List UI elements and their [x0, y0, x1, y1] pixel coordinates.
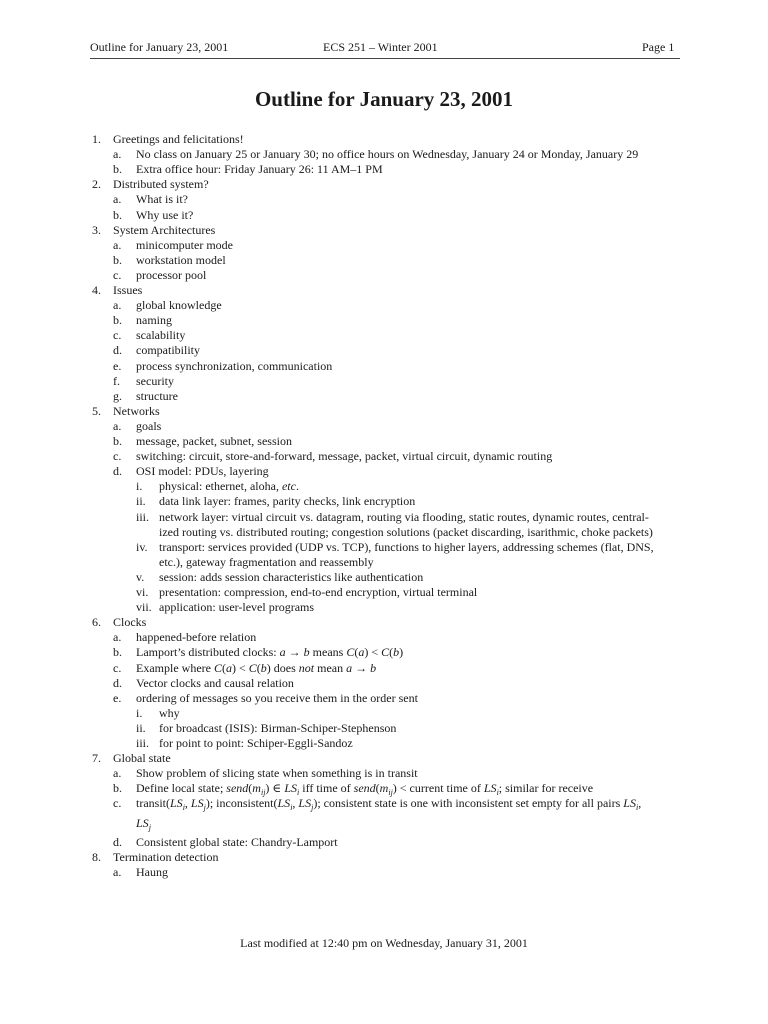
- outline-item-text: Networks: [113, 403, 160, 418]
- outline-item-number: iii.: [136, 509, 150, 524]
- page-number: Page 1: [642, 40, 675, 54]
- outline-item-text: workstation model: [136, 252, 226, 267]
- outline-item-number: a.: [113, 630, 122, 645]
- outline-item-number: i.: [136, 479, 143, 494]
- outline-item-number: b.: [113, 645, 122, 660]
- outline-item-text: data link layer: frames, parity checks, link encryption: [159, 494, 416, 509]
- outline-item-number: 1.: [92, 132, 101, 146]
- outline-item-text: Vector clocks and causal relation: [136, 675, 294, 690]
- outline-item-text: Define local state; $send(m_{ij})$ ∈ $LS_i$ iff time of $send(m_{ij})$ < current time of $LS_i$; similar for receive: [136, 781, 594, 798]
- outline-item-number: d.: [113, 343, 122, 358]
- outline-item-text: for broadcast (ISIS): Birman-Schiper-Stephenson: [159, 720, 397, 735]
- header-rule: [90, 58, 680, 59]
- outline-item-text: Haung: [136, 864, 168, 879]
- outline-item-text: $LS_j$: [136, 815, 151, 832]
- outline-item-text: goals: [136, 418, 162, 433]
- outline-item-number: 5.: [92, 403, 101, 418]
- last-modified-footer: Last modified at 12:40 pm on Wednesday, January 31, 2001: [240, 936, 528, 950]
- outline-item-number: a.: [113, 147, 122, 162]
- outline-item-number: b.: [113, 313, 122, 328]
- outline-item-text: etc.), gateway fragmentation and reassembly: [159, 554, 374, 569]
- outline-item-text: processor pool: [136, 267, 207, 282]
- outline-item-number: c.: [113, 449, 122, 464]
- outline-item-text: compatibility: [136, 343, 200, 358]
- outline-item-number: ii.: [136, 720, 146, 735]
- outline-item-text: security: [136, 373, 174, 388]
- outline-item-number: 7.: [92, 751, 101, 766]
- outline-item-number: b.: [113, 252, 122, 267]
- outline-item-number: 2.: [92, 177, 101, 192]
- outline-item-number: a.: [113, 237, 122, 252]
- outline-item-text: transport: services provided (UDP vs. TCP), functions to higher layers, addressing schemes (flat, DNS,: [159, 539, 654, 554]
- outline-item-number: i.: [136, 705, 143, 720]
- outline-item-number: vi.: [136, 585, 149, 599]
- outline-item-number: e.: [113, 690, 122, 705]
- outline-item-number: d.: [113, 834, 122, 849]
- outline-item-text: $transit(LS_i$, $LS_j$); $inconsistent(LS_i$, $LS_j$); consistent state is one with inconsistent set empty for all pairs $LS_i$,: [136, 796, 642, 813]
- outline-item-text: network layer: virtual circuit vs. datagram, routing via flooding, static routes, dynamic routes, central-: [159, 509, 649, 524]
- outline-item-text: why: [159, 705, 180, 720]
- outline-item-text: session: adds session characteristics like authentication: [159, 569, 424, 584]
- outline-item-text: Greetings and felicitations!: [113, 132, 244, 146]
- outline-item-number: v.: [136, 569, 145, 584]
- outline-item-text: minicomputer mode: [136, 237, 233, 252]
- outline-item-number: b.: [113, 162, 122, 177]
- outline-item-number: a.: [113, 864, 122, 879]
- outline-item-number: f.: [113, 373, 120, 388]
- outline-item-number: iii.: [136, 736, 150, 750]
- outline-item-text: for point to point: Schiper-Eggli-Sandoz: [159, 736, 353, 750]
- outline-item-text: global knowledge: [136, 298, 222, 313]
- outline-item-number: c.: [113, 796, 122, 811]
- outline-item-number: 8.: [92, 849, 101, 864]
- outline-item-text: process synchronization, communication: [136, 358, 333, 373]
- outline-item-text: Consistent global state: Chandry-Lamport: [136, 834, 338, 849]
- running-header-left: Outline for January 23, 2001: [90, 40, 229, 54]
- outline-item-number: a.: [113, 766, 122, 781]
- outline-item-number: 6.: [92, 615, 101, 630]
- outline-item-number: a.: [113, 418, 122, 433]
- outline-item-text: System Architectures: [113, 222, 216, 237]
- outline-item-text: switching: circuit, store-and-forward, message, packet, virtual circuit, dynamic routing: [136, 449, 553, 464]
- outline-item-number: g.: [113, 388, 122, 403]
- outline-item-text: ized routing vs. distributed routing; congestion solutions (packet discarding, isarithmic, choke packets): [159, 524, 653, 539]
- outline-item-number: a.: [113, 192, 122, 207]
- outline-item-number: iv.: [136, 539, 148, 554]
- outline-item-number: vii.: [136, 600, 152, 615]
- outline-item-text: Distributed system?: [113, 177, 209, 192]
- outline-item-text: Why use it?: [136, 207, 194, 222]
- page-title: Outline for January 23, 2001: [254, 87, 514, 111]
- outline-item-number: b.: [113, 781, 122, 796]
- outline-item-text: happened-before relation: [136, 630, 257, 645]
- outline-item-text: scalability: [136, 328, 186, 343]
- outline-item-text: Global state: [113, 751, 171, 766]
- outline-item-text: Termination detection: [113, 849, 219, 864]
- outline-item-text: Example where C(a) < C(b) does not mean a → b: [136, 660, 377, 675]
- outline-item-text: ordering of messages so you receive them in the order sent: [136, 690, 418, 705]
- outline-item-text: message, packet, subnet, session: [136, 434, 292, 448]
- outline-item-text: physical: ethernet, aloha, etc.: [159, 479, 299, 494]
- outline-item-text: naming: [136, 313, 172, 328]
- outline-item-number: d.: [113, 464, 122, 479]
- outline-item-text: Show problem of slicing state when something is in transit: [136, 766, 418, 781]
- outline-item-number: c.: [113, 328, 122, 343]
- outline-item-text: OSI model: PDUs, layering: [136, 464, 269, 479]
- outline-item-number: ii.: [136, 494, 146, 509]
- outline-item-text: Lamport’s distributed clocks: a → b means C(a) < C(b): [136, 645, 404, 660]
- outline-item-text: What is it?: [136, 192, 188, 207]
- outline-item-text: application: user-level programs: [159, 600, 315, 615]
- outline-item-text: Extra office hour: Friday January 26: 11 AM–1 PM: [136, 162, 383, 177]
- outline-item-number: 4.: [92, 283, 101, 297]
- outline-item-number: d.: [113, 675, 122, 690]
- outline-item-number: b.: [113, 207, 122, 222]
- outline-item-number: a.: [113, 298, 122, 313]
- outline-item-number: e.: [113, 358, 122, 373]
- running-header-center: ECS 251 – Winter 2001: [323, 40, 438, 54]
- outline-item-text: presentation: compression, end-to-end encryption, virtual terminal: [159, 585, 478, 599]
- outline-item-number: c.: [113, 660, 122, 675]
- outline-item-text: No class on January 25 or January 30; no office hours on Wednesday, January 24 or Monday, January 29: [136, 147, 639, 162]
- outline-item-number: c.: [113, 267, 122, 282]
- outline-item-text: structure: [136, 388, 178, 403]
- outline-item-text: Clocks: [113, 615, 147, 630]
- outline-item-text: Issues: [113, 283, 143, 297]
- outline-item-number: b.: [113, 434, 122, 448]
- outline-item-number: 3.: [92, 222, 101, 237]
